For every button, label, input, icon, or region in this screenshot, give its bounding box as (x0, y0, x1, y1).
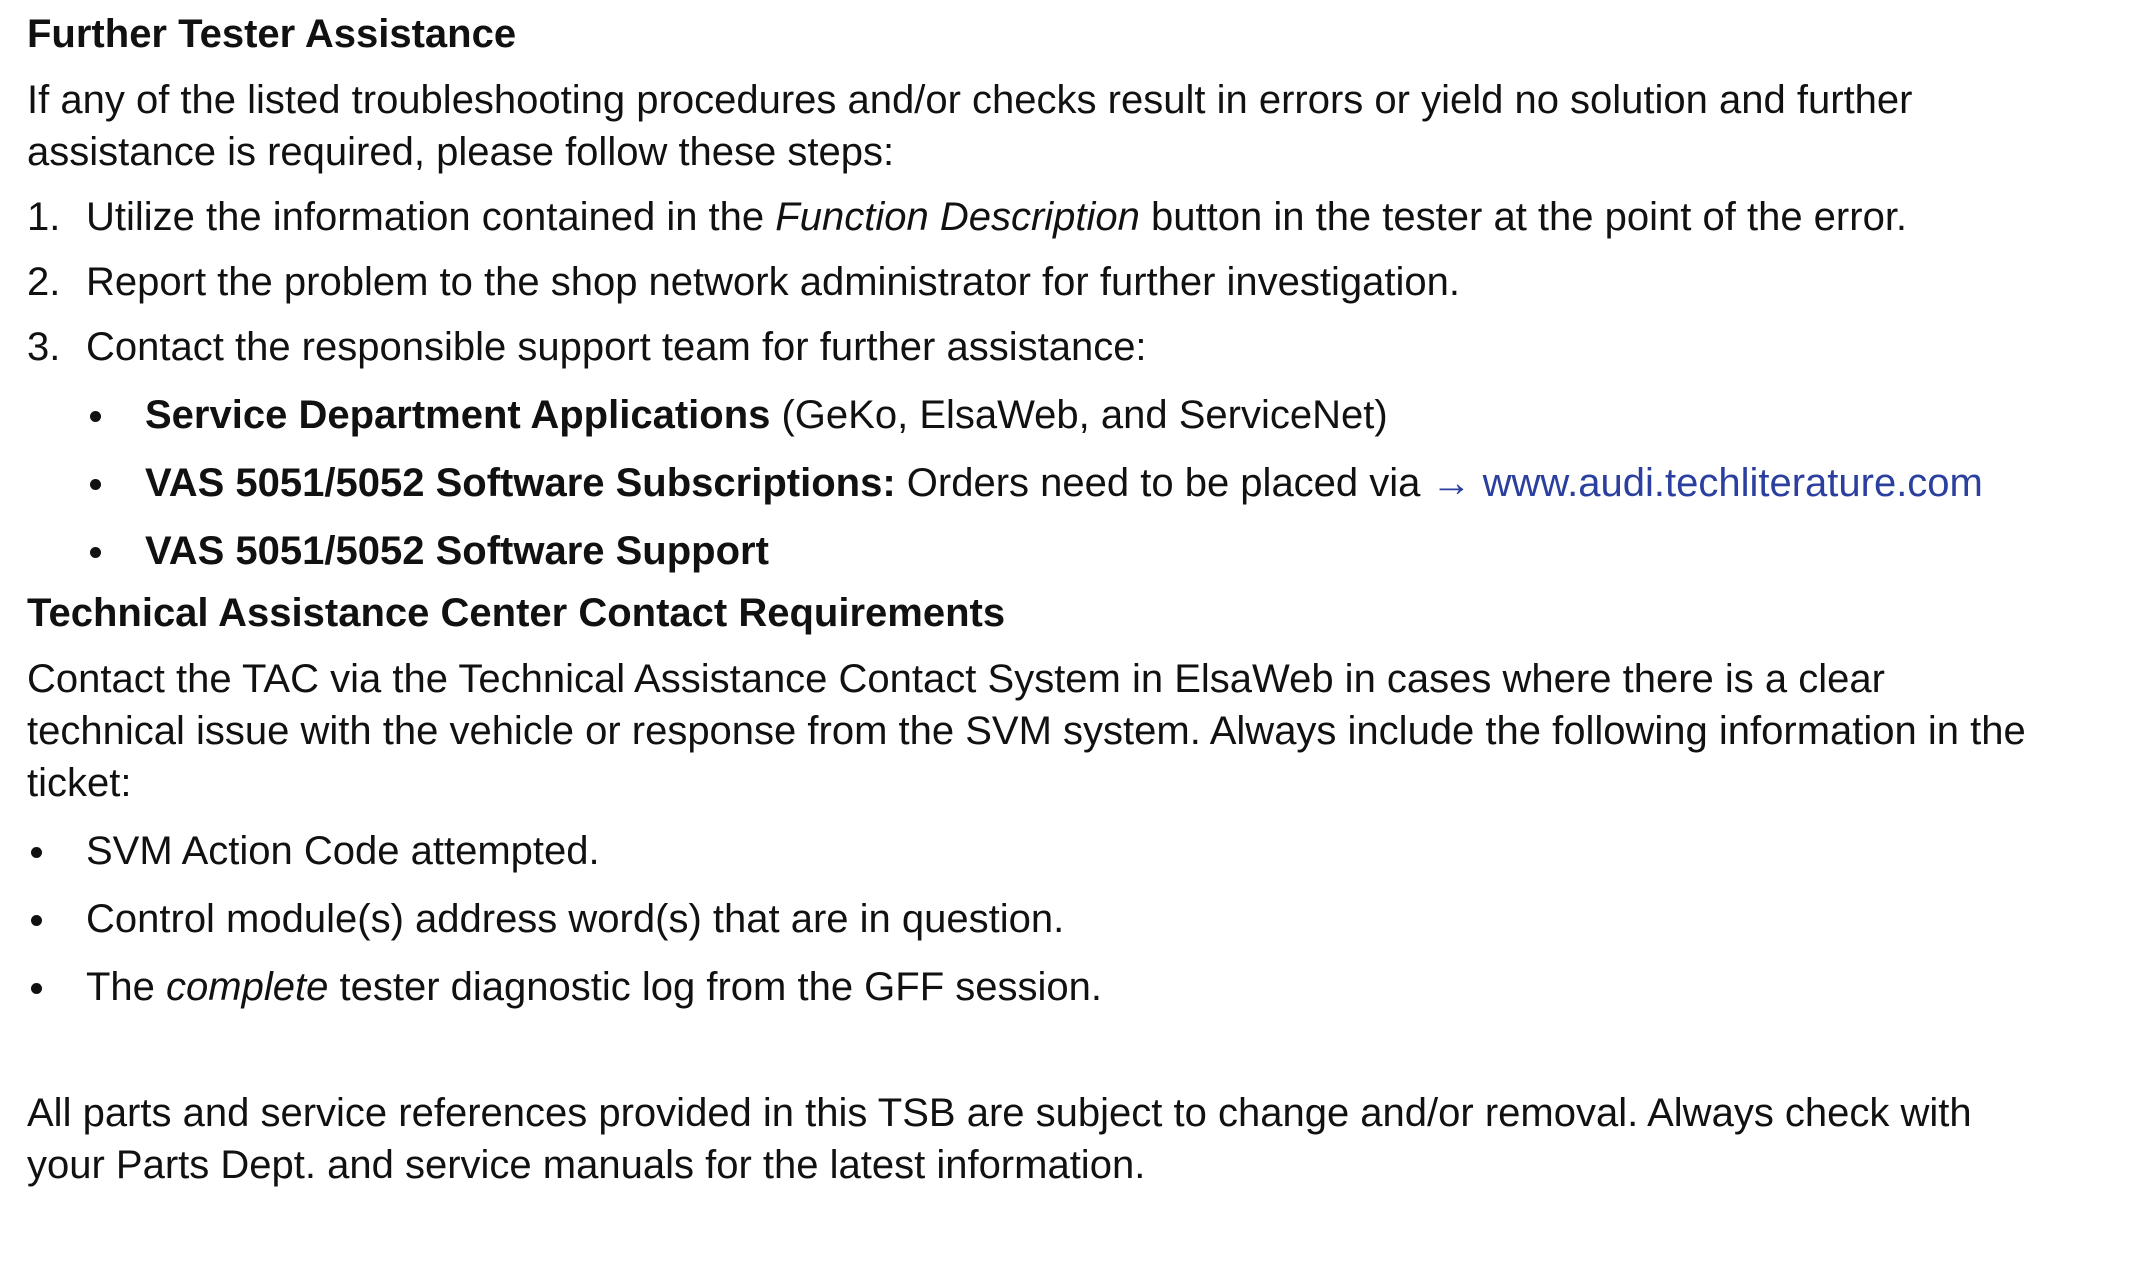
section-heading-tac-requirements: Technical Assistance Center Contact Requirements (27, 591, 1006, 635)
tsb-page (27, 0, 2137, 1191)
requirement-text-after: tester diagnostic log from the GFF session. (328, 965, 1103, 1009)
footer-line-2: your Parts Dept. and service manuals for the latest information. (27, 1143, 1146, 1187)
requirement-item-diagnostic-log (27, 961, 2137, 1013)
step-item-1 (27, 191, 2137, 243)
steps-list (27, 191, 2137, 373)
ticket-requirements-list (27, 825, 2137, 1013)
techliterature-link[interactable]: → www.audi.techliterature.com (1431, 461, 1983, 505)
step-number: 2. (27, 260, 61, 304)
footer-disclaimer (27, 1087, 2137, 1191)
requirement-text-before: The (86, 965, 167, 1009)
complete-emphasis: complete (166, 965, 329, 1009)
step-text-before: Utilize the information contained in the (86, 195, 776, 239)
requirement-text: SVM Action Code attempted. (86, 829, 600, 873)
section-heading-further-tester-assistance: Further Tester Assistance (27, 12, 517, 56)
function-description-emphasis: Function Description (775, 195, 1140, 239)
support-item-title: Service Department Applications (145, 393, 771, 437)
requirement-item-address-words (27, 893, 2137, 945)
bullet-icon (86, 389, 145, 441)
step-text (86, 191, 1907, 243)
step-text: Report the problem to the shop network administrator for further investigation. (86, 260, 1461, 304)
step-text-after: button in the tester at the point of the error. (1139, 195, 1908, 239)
step-item-2 (27, 256, 2137, 308)
tac-paragraph (27, 653, 2137, 809)
support-item-detail: (GeKo, ElsaWeb, and ServiceNet) (770, 393, 1388, 437)
intro-line-1: If any of the listed troubleshooting procedures and/or checks result in errors or yield no solution and further (27, 78, 1913, 122)
bullet-icon (27, 893, 86, 945)
step-item-3 (27, 321, 2137, 373)
support-team-list (86, 389, 2137, 577)
tac-line-1: Contact the TAC via the Technical Assistance Contact System in ElsaWeb in cases where there is a clear (27, 657, 1885, 701)
tac-line-2: technical issue with the vehicle or response from the SVM system. Always include the following information in the (27, 709, 2026, 753)
requirement-text (86, 961, 1102, 1013)
footer-line-1: All parts and service references provided in this TSB are subject to change and/or removal. Always check with (27, 1091, 1972, 1135)
support-item-service-dept (86, 389, 2137, 441)
step-text: Contact the responsible support team for further assistance: (86, 325, 1147, 369)
tac-line-3: ticket: (27, 761, 132, 805)
support-item-text (145, 457, 1983, 509)
support-item-text (145, 389, 1388, 441)
bullet-icon (27, 825, 86, 877)
step-number: 3. (27, 325, 61, 369)
spacer (27, 1013, 2137, 1073)
intro-line-2: assistance is required, please follow these steps: (27, 130, 895, 174)
requirement-text: Control module(s) address word(s) that are in question. (86, 897, 1065, 941)
requirement-item-action-code (27, 825, 2137, 877)
support-item-software-support (86, 525, 2137, 577)
support-item-detail: Orders need to be placed via (895, 461, 1432, 505)
bullet-icon (86, 457, 145, 509)
support-item-title: VAS 5051/5052 Software Subscriptions: (145, 461, 896, 505)
intro-paragraph (27, 74, 2137, 178)
bullet-icon (86, 525, 145, 577)
support-item-software-subscriptions (86, 457, 2137, 509)
step-number: 1. (27, 195, 61, 239)
support-item-title: VAS 5051/5052 Software Support (145, 529, 769, 573)
bullet-icon (27, 961, 86, 1013)
